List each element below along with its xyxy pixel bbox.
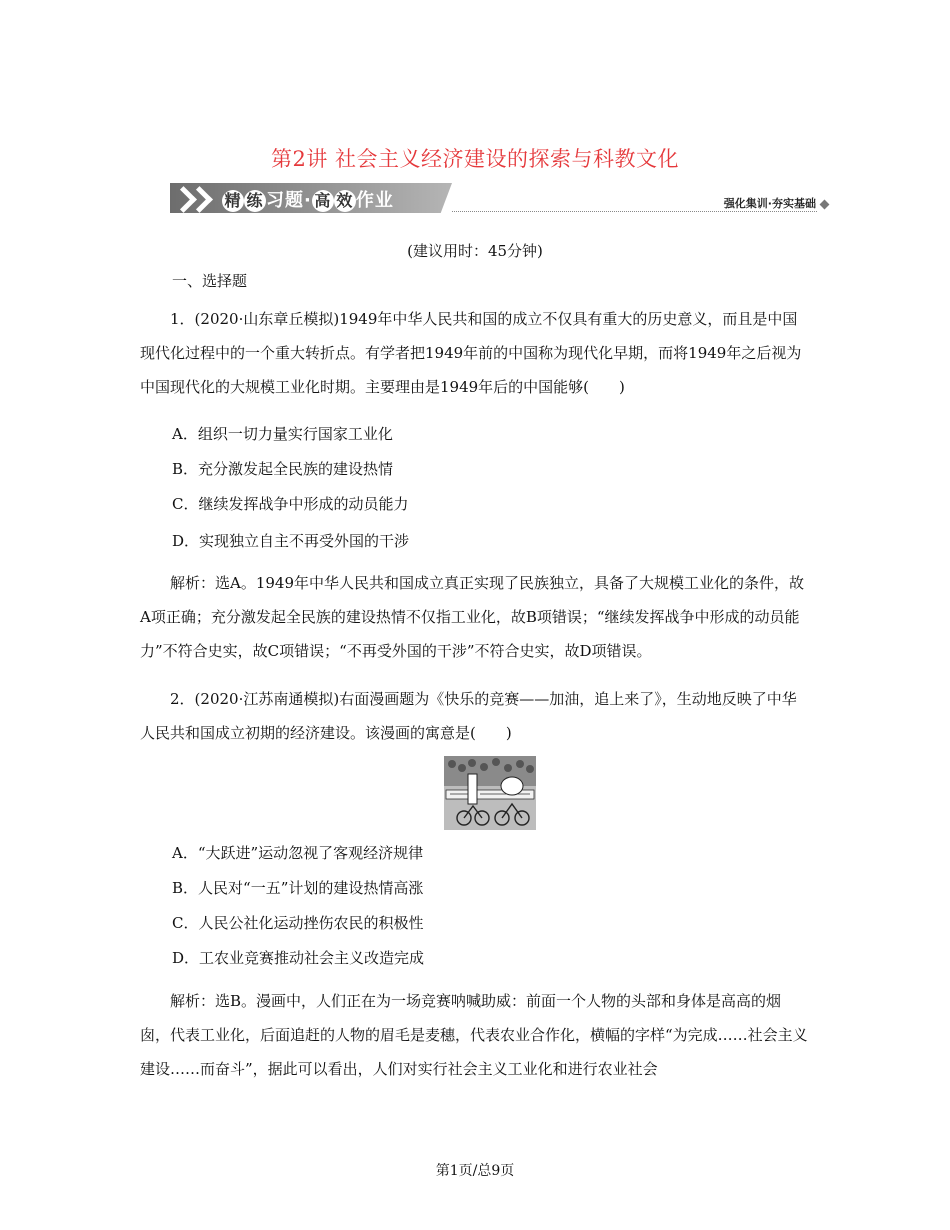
question-2-option-d: D．工农业竞赛推动社会主义改造完成 [172,949,425,967]
banner-dotted-line [452,211,817,212]
banner-subtitle: 强化集训·夯实基础 [723,197,816,210]
page-footer: 第1页/总9页 [435,1163,515,1179]
question-2-analysis: 解析：选B。漫画中，人们正在为一场竞赛呐喊助威：前面一个人物的头部和身体是高高的烟囱，代表工业化，后面追赶的人物的眉毛是麦穗，代表农业合作化，横幅的字样“为完成……社会主义建设……而奋斗”，据此可以看出，人们对实行社会主义工业化和进行农业社会 [140,992,808,1078]
cartoon-image [444,756,536,830]
diamond-icon [820,200,830,210]
question-2-stem: 2．(2020·江苏南通模拟)右面漫画题为《快乐的竞赛——加油，追上来了》，生动地反映了中华人民共和国成立初期的经济建设。该漫画的寓意是( ) [140,690,797,742]
question-1-option-d: D．实现独立自主不再受外国的干涉 [172,532,410,550]
section-banner [170,183,830,215]
question-2-option-c: C．人民公社化运动挫伤农民的积极性 [172,914,424,932]
question-1-option-b: B．充分激发起全民族的建设热情 [172,460,394,478]
question-2-option-a: A．“大跃进”运动忽视了客观经济规律 [172,844,424,862]
chevron-right-icon [194,186,208,210]
section-heading: 一、选择题 [172,272,248,290]
time-hint: (建议用时：45分钟) [407,242,543,260]
question-2-option-b: B．人民对“一五”计划的建设热情高涨 [172,879,424,897]
question-1-option-c: C．继续发挥战争中形成的动员能力 [172,495,409,513]
question-1-stem: 1．(2020·山东章丘模拟)1949年中华人民共和国的成立不仅具有重大的历史意义，而且是中国现代化过程中的一个重大转折点。有学者把1949年前的中国称为现代化早期，而将1949年之后视为中国现代化的大规模工业化时期。主要理由是1949年后的中国能够( ) [140,310,802,396]
question-1-option-a: A．组织一切力量实行国家工业化 [172,425,393,443]
question-1-analysis: 解析：选A。1949年中华人民共和国成立真正实现了民族独立，具备了大规模工业化的条件，故A项正确；充分激发起全民族的建设热情不仅指工业化，故B项错误；“继续发挥战争中形成的动员能力”不符合史实，故C项错误；“不再受外国的干涉”不符合史实，故D项错误。 [140,574,805,660]
banner-label: 精 练 习题· 高 效 作业 [222,186,394,212]
page-title: 第2讲 社会主义经济建设的探索与科教文化 [270,147,680,171]
